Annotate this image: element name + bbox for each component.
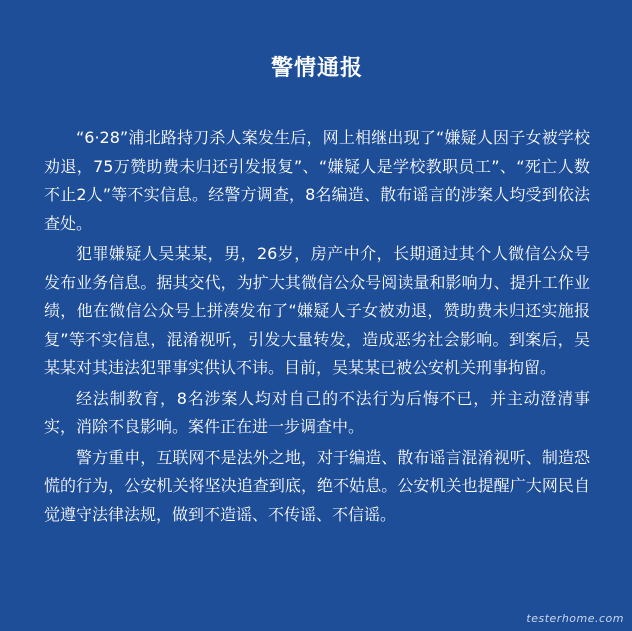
notice-paragraph-3: 经法制教育，8名涉案人均对自己的不法行为后悔不已，并主动澄清事实，消除不良影响。案件正在进一步调查中。	[44, 388, 590, 436]
notice-paragraph-1: “6·28”浦北路持刀杀人案发生后，网上相继出现了“嫌疑人因子女被学校劝退，75万赞助费未归还引发报复”、“嫌疑人是学校教职员工”、“死亡人数不止2人”等不实信息。经警方调查，8名编造、散布谣言的涉案人均受到依法查处。	[44, 128, 590, 233]
watermark-text: testerhome.com	[526, 612, 624, 625]
notice-body	[44, 124, 590, 529]
notice-paragraph-4: 警方重申，互联网不是法外之地，对于编造、散布谣言混淆视听、制造恐慌的行为，公安机关将坚决追查到底，绝不姑息。公安机关也提醒广大网民自觉遵守法律法规，做到不造谣、不传谣、不信谣。	[44, 447, 590, 524]
notice-paragraph-2: 犯罪嫌疑人吴某某，男，26岁，房产中介，长期通过其个人微信公众号发布业务信息。据其交代，为扩大其微信公众号阅读量和影响力、提升工作业绩，他在微信公众号上拼凑发布了“嫌疑人子女被劝退，赞助费未归还实施报复”等不实信息，混淆视听，引发大量转发，造成恶劣社会影响。到案后，吴某某对其违法犯罪事实供认不讳。目前，吴某某已被公安机关刑事拘留。	[44, 244, 590, 377]
notice-title: 警情通报	[270, 56, 363, 81]
